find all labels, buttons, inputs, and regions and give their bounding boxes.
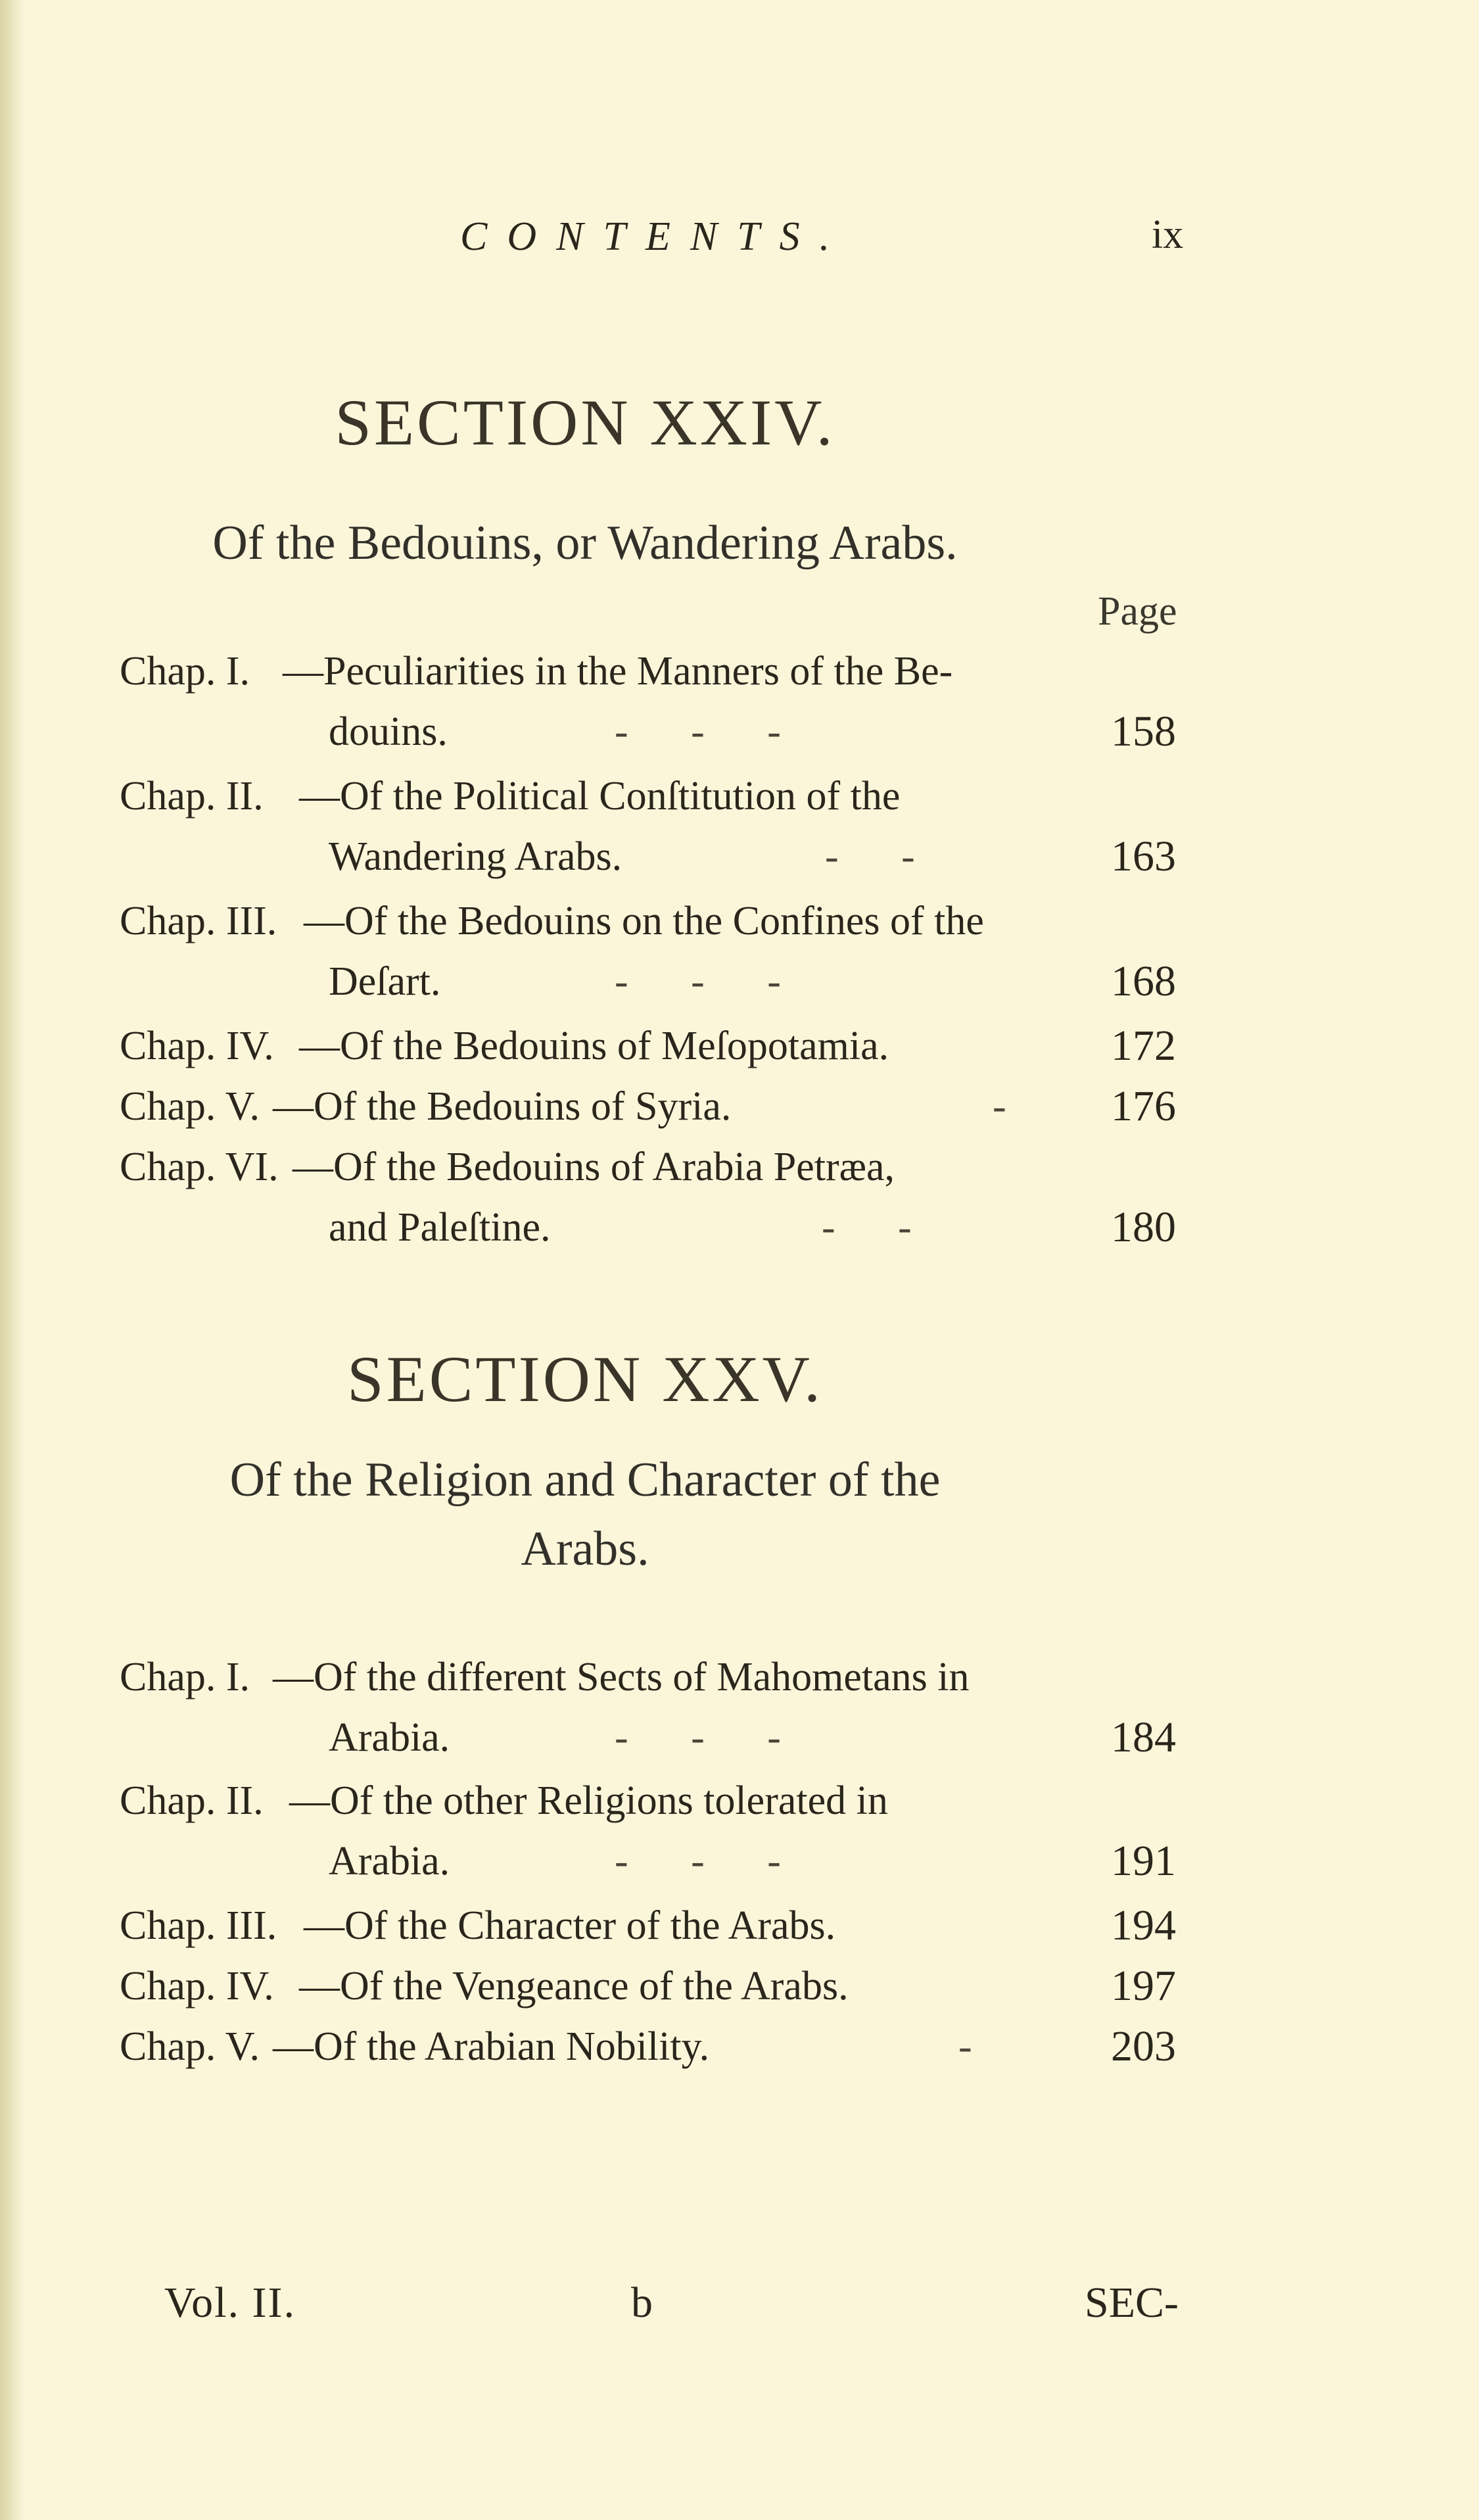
chapter-title-continued: douins. bbox=[329, 709, 448, 754]
leader-dashes: - - - bbox=[615, 709, 807, 754]
chapter-title-continued: Deſart. bbox=[329, 959, 441, 1004]
chapter-number: Chap. VI. bbox=[120, 1145, 279, 1189]
chapter-number: Chap. V. bbox=[120, 2024, 260, 2069]
section-heading: SECTION XXIV. bbox=[335, 386, 835, 459]
leader-dashes: - - - bbox=[615, 1715, 807, 1760]
section-subtitle-continued: Arabs. bbox=[521, 1522, 649, 1576]
page-ref: 203 bbox=[1111, 2022, 1176, 2070]
chapter-title: —Of the other Religions tolerated in bbox=[289, 1778, 888, 1823]
leader-dashes: - bbox=[993, 1084, 1033, 1129]
chapter-title-continued: and Paleſtine. bbox=[329, 1205, 551, 1250]
page-ref: 168 bbox=[1111, 957, 1176, 1005]
section-subtitle: Of the Religion and Character of the bbox=[229, 1453, 941, 1507]
chapter-number: Chap. I. bbox=[120, 649, 250, 694]
chapter-title: —Of the Character of the Arabs. bbox=[304, 1903, 836, 1948]
catchword: SEC- bbox=[1085, 2279, 1179, 2327]
page-ref: 172 bbox=[1111, 1022, 1176, 1070]
page-ref: 184 bbox=[1111, 1713, 1176, 1761]
page-ref: 194 bbox=[1111, 1901, 1176, 1949]
section-subtitle: Of the Bedouins, or Wandering Arabs. bbox=[212, 516, 958, 570]
chapter-title: —Of the Arabian Nobility. bbox=[273, 2024, 710, 2069]
chapter-title: —Of the Bedouins of Arabia Petræa, bbox=[293, 1145, 895, 1189]
chapter-number: Chap. I. bbox=[120, 1655, 250, 1700]
signature-mark: b bbox=[631, 2279, 653, 2327]
leader-dashes: - bbox=[958, 2024, 998, 2069]
page-ref: 180 bbox=[1111, 1203, 1176, 1251]
chapter-title: —Of the Bedouins of Meſopotamia. bbox=[299, 1024, 889, 1068]
running-title: CONTENTS. bbox=[460, 214, 850, 259]
page-ref: 158 bbox=[1111, 707, 1176, 755]
chapter-number: Chap. IV. bbox=[120, 1964, 274, 2009]
chapter-title-continued: Arabia. bbox=[329, 1715, 450, 1760]
chapter-title: —Of the different Sects of Mahometans in bbox=[273, 1655, 970, 1700]
page-ref: 163 bbox=[1111, 832, 1176, 880]
chapter-number: Chap. IV. bbox=[120, 1024, 274, 1068]
chapter-number: Chap. II. bbox=[120, 1778, 264, 1823]
chapter-title-continued: Arabia. bbox=[329, 1839, 450, 1884]
page-ref: 197 bbox=[1111, 1962, 1176, 2010]
volume-mark: Vol. II. bbox=[164, 2279, 296, 2327]
chapter-title: —Of the Bedouins of Syria. bbox=[273, 1084, 732, 1129]
chapter-title: —Of the Vengeance of the Arabs. bbox=[299, 1964, 849, 2009]
chapter-title: —Of the Political Conſtitution of the bbox=[299, 774, 901, 819]
leader-dashes: - - - bbox=[615, 959, 807, 1004]
page-column-label: Page bbox=[1098, 589, 1177, 634]
chapter-number: Chap. II. bbox=[120, 774, 264, 819]
leader-dashes: - - bbox=[822, 1205, 938, 1250]
chapter-number: Chap. V. bbox=[120, 1084, 260, 1129]
chapter-title: —Peculiarities in the Manners of the Be- bbox=[283, 649, 953, 694]
leader-dashes: - - bbox=[825, 834, 941, 879]
section-heading: SECTION XXV. bbox=[347, 1343, 823, 1415]
page-number: ix bbox=[1152, 212, 1184, 257]
leader-dashes: - - - bbox=[615, 1839, 807, 1884]
chapter-number: Chap. III. bbox=[120, 899, 277, 943]
page-ref: 191 bbox=[1111, 1837, 1176, 1885]
page-gutter-shadow bbox=[0, 0, 25, 2520]
chapter-title: —Of the Bedouins on the Confines of the bbox=[304, 899, 984, 943]
chapter-title-continued: Wandering Arabs. bbox=[329, 834, 622, 879]
chapter-number: Chap. III. bbox=[120, 1903, 277, 1948]
page-ref: 176 bbox=[1111, 1082, 1176, 1130]
